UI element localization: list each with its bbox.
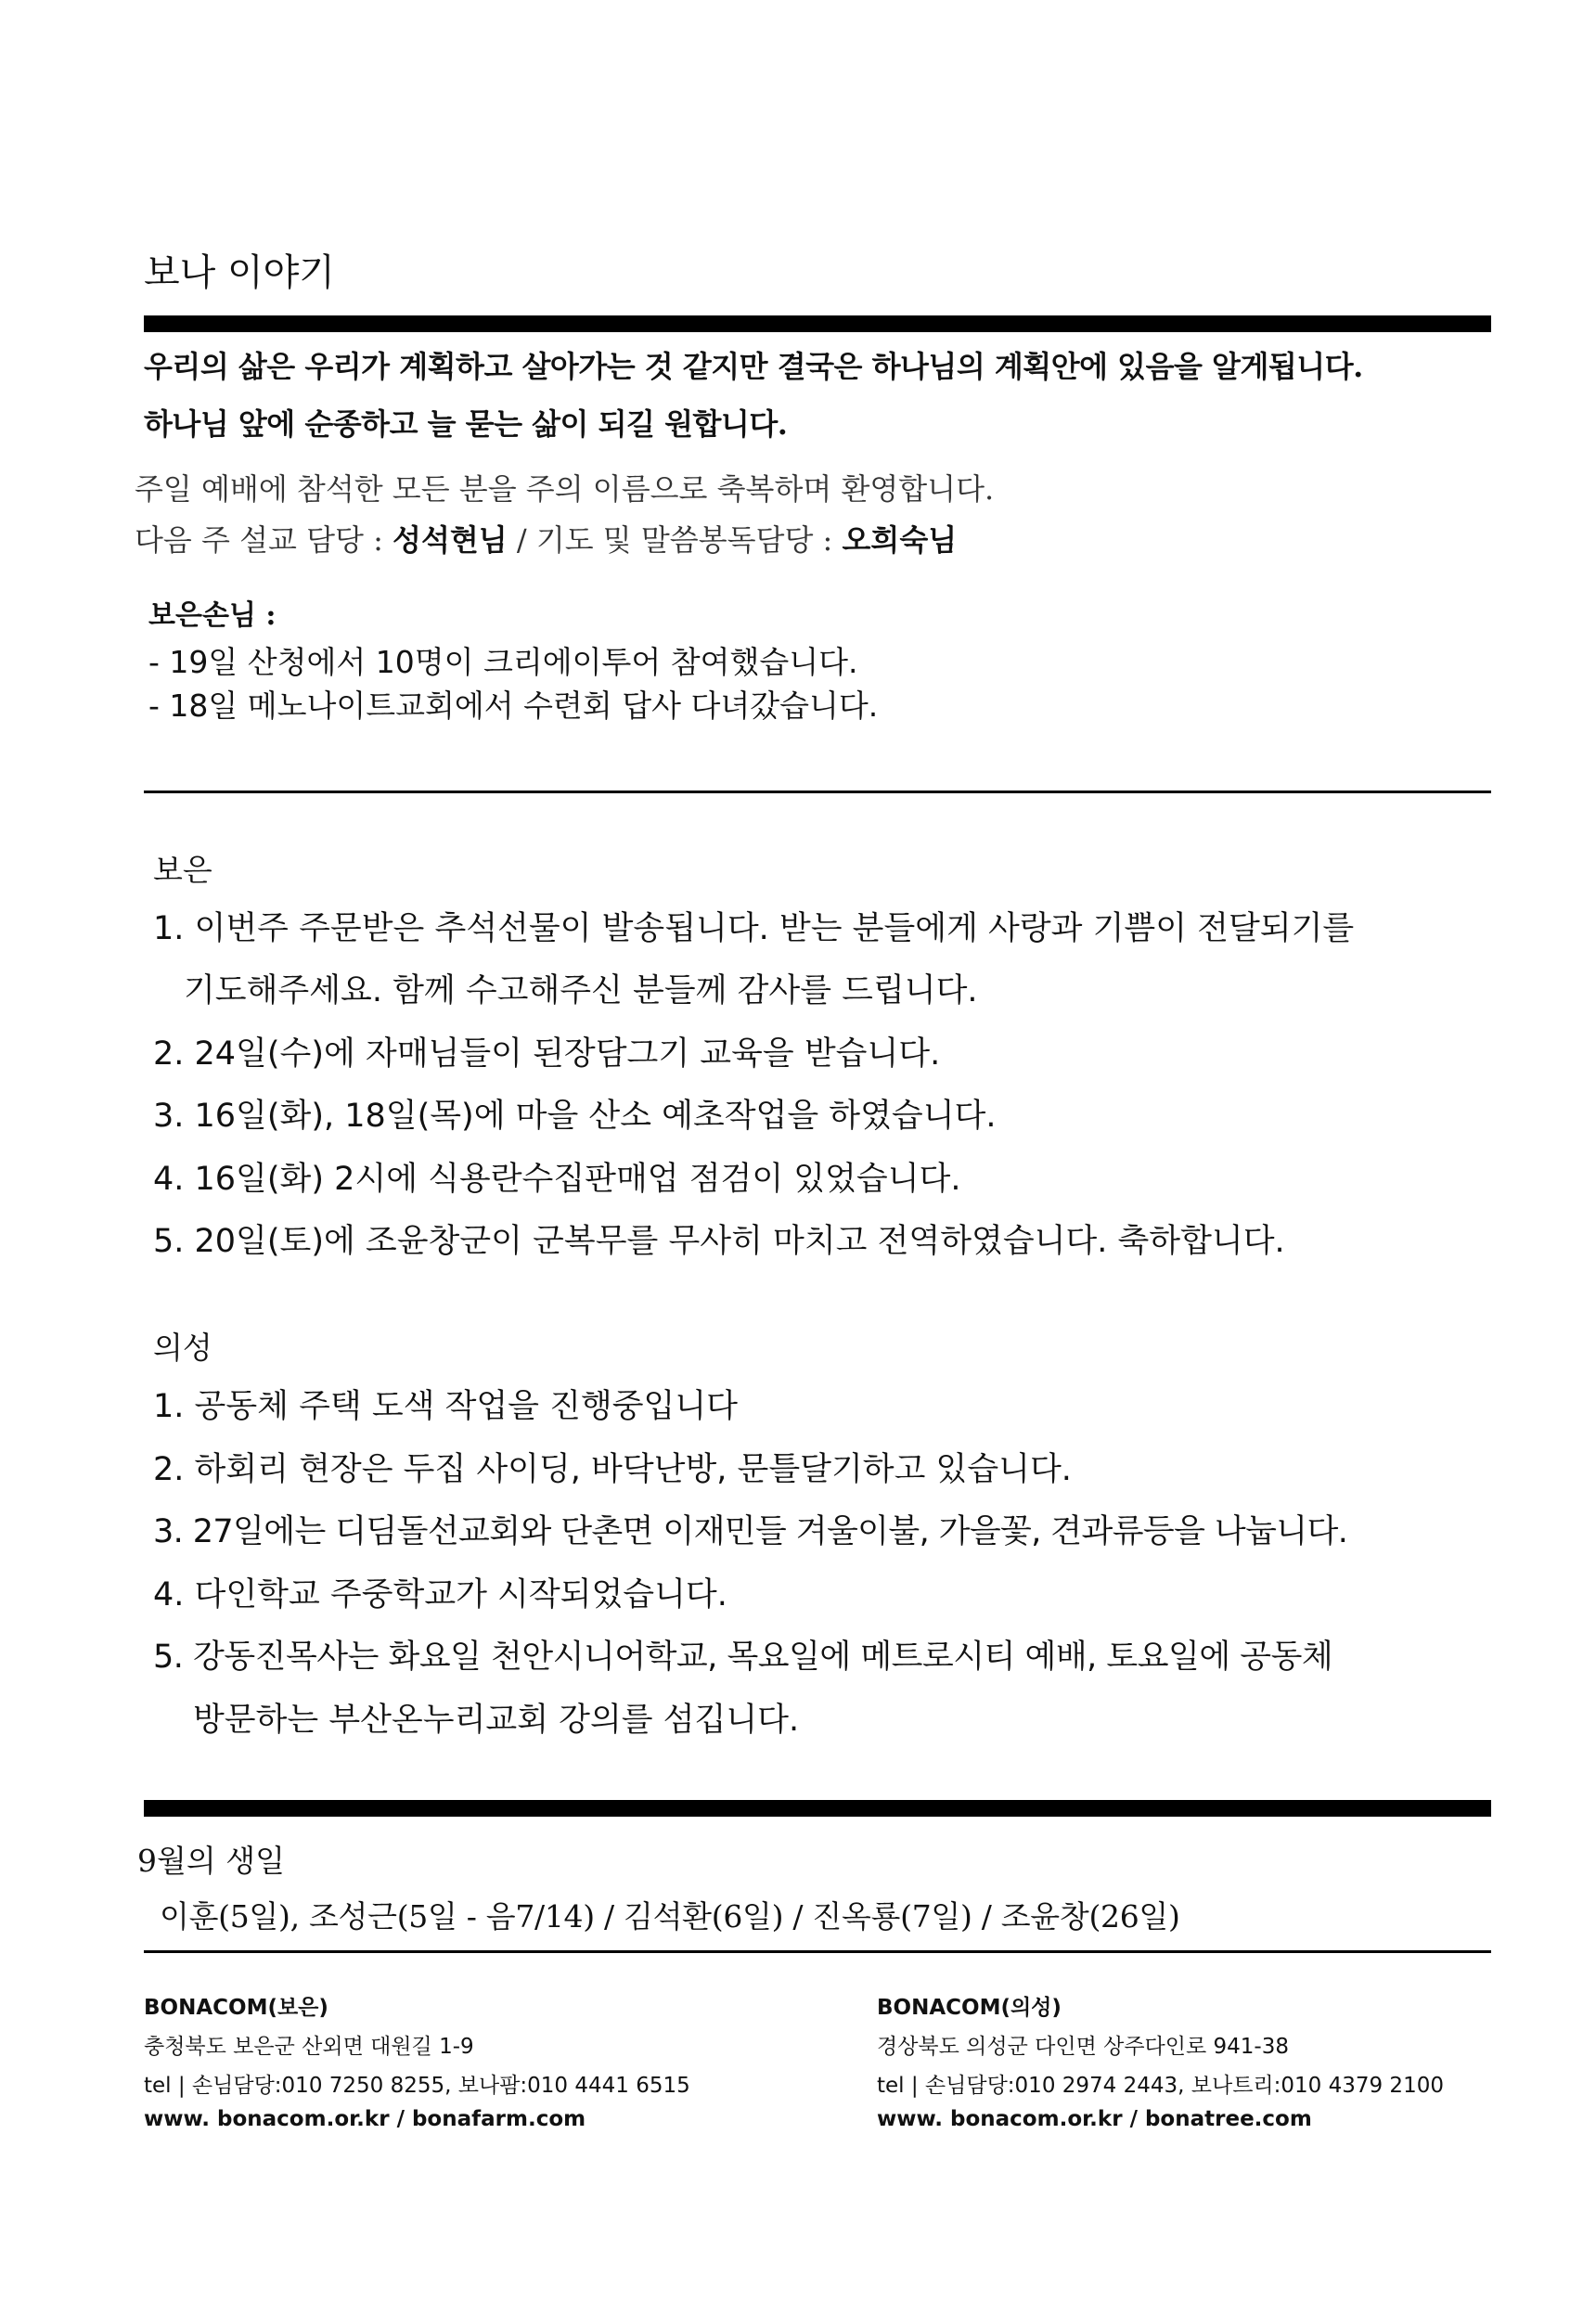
footer-right-tel: tel | 손님담당:010 2974 2443, 보나트리:010 4379 2100: [877, 2074, 1444, 2098]
section-title-boeun: 보은: [153, 852, 212, 888]
boeun-item: 2. 24일(수)에 자매님들이 된장담그기 교육을 받습니다.: [153, 1035, 941, 1073]
boeun-item: 1. 이번주 주문받은 추석선물이 발송됩니다. 받는 분들에게 사랑과 기쁨이 전달되기를: [153, 910, 1355, 947]
intro-line-1: 우리의 삶은 우리가 계획하고 살아가는 것 같지만 결국은 하나님의 계획안에 있음을 알게됩니다.: [144, 349, 1363, 384]
uiseong-item: 2. 하회리 현장은 두집 사이딩, 바닥난방, 문틀달기하고 있습니다.: [153, 1451, 1072, 1488]
thick-divider-birthdays: [144, 1800, 1491, 1817]
footer-left-address: 충청북도 보은군 산외면 대원길 1-9: [144, 2035, 474, 2059]
uiseong-item: 4. 다인학교 주중학교가 시작되었습니다.: [153, 1576, 727, 1613]
thin-divider-guests: [144, 791, 1491, 793]
thin-divider-footer: [144, 1950, 1491, 1953]
footer-left-tel: tel | 손님담당:010 7250 8255, 보나팜:010 4441 6515: [144, 2074, 690, 2098]
welcome-text: 주일 예배에 참석한 모든 분을 주의 이름으로 축복하며 환영합니다.: [135, 471, 995, 507]
uiseong-item: 5. 강동진목사는 화요일 천안시니어학교, 목요일에 메트로시티 예배, 토요일에 공동체: [153, 1639, 1333, 1676]
uiseong-item: 1. 공동체 주택 도색 작업을 진행중입니다: [153, 1388, 738, 1425]
prayer-prefix: / 기도 및 말씀봉독담당 :: [507, 522, 843, 558]
intro-line-2: 하나님 앞에 순종하고 늘 묻는 삶이 되길 원합니다.: [144, 406, 788, 442]
boeun-item: 3. 16일(화), 18일(목)에 마을 산소 예초작업을 하였습니다.: [153, 1098, 997, 1135]
footer-left-name: BONACOM(보은): [144, 1996, 328, 2020]
prayer-leader-name: 오희숙님: [842, 522, 958, 558]
next-week-prefix: 다음 주 설교 담당 :: [135, 522, 393, 558]
footer-right-web[interactable]: www. bonacom.or.kr / bonatree.com: [877, 2107, 1312, 2131]
guests-title: 보은손님 :: [148, 599, 277, 632]
guest-item: - 18일 메노나이트교회에서 수련회 답사 다녀갔습니다.: [148, 688, 879, 724]
next-week-line: [135, 517, 957, 559]
guest-item: - 19일 산청에서 10명이 크리에이투어 참여했습니다.: [148, 644, 858, 680]
birthdays-list: 이훈(5일), 조성근(5일 - 음7/14) / 김석환(6일) / 진옥룡(7일) / 조윤창(26일): [160, 1898, 1180, 1935]
thick-divider-top: [144, 315, 1491, 332]
footer-right-address: 경상북도 의성군 다인면 상주다인로 941-38: [877, 2035, 1289, 2059]
boeun-item: 5. 20일(토)에 조윤창군이 군복무를 무사히 마치고 전역하였습니다. 축하합니다.: [153, 1223, 1285, 1260]
boeun-item: 4. 16일(화) 2시에 식용란수집판매업 점검이 있었습니다.: [153, 1161, 961, 1198]
footer-left-web[interactable]: www. bonacom.or.kr / bonafarm.com: [144, 2107, 586, 2131]
section-title-uiseong: 의성: [153, 1330, 212, 1366]
birthdays-title: 9월의 생일: [137, 1843, 285, 1879]
boeun-item-continuation: 기도해주세요. 함께 수고해주신 분들께 감사를 드립니다.: [184, 972, 978, 1009]
uiseong-item: 3. 27일에는 디딤돌선교회와 단촌면 이재민들 겨울이불, 가을꽃, 견과류등을 나눕니다.: [153, 1513, 1348, 1550]
preacher-name: 성석현님: [393, 522, 508, 558]
footer-right-name: BONACOM(의성): [877, 1996, 1062, 2020]
section-title-story: 보나 이야기: [144, 251, 335, 294]
uiseong-item-continuation: 방문하는 부산온누리교회 강의를 섬깁니다.: [193, 1702, 800, 1739]
